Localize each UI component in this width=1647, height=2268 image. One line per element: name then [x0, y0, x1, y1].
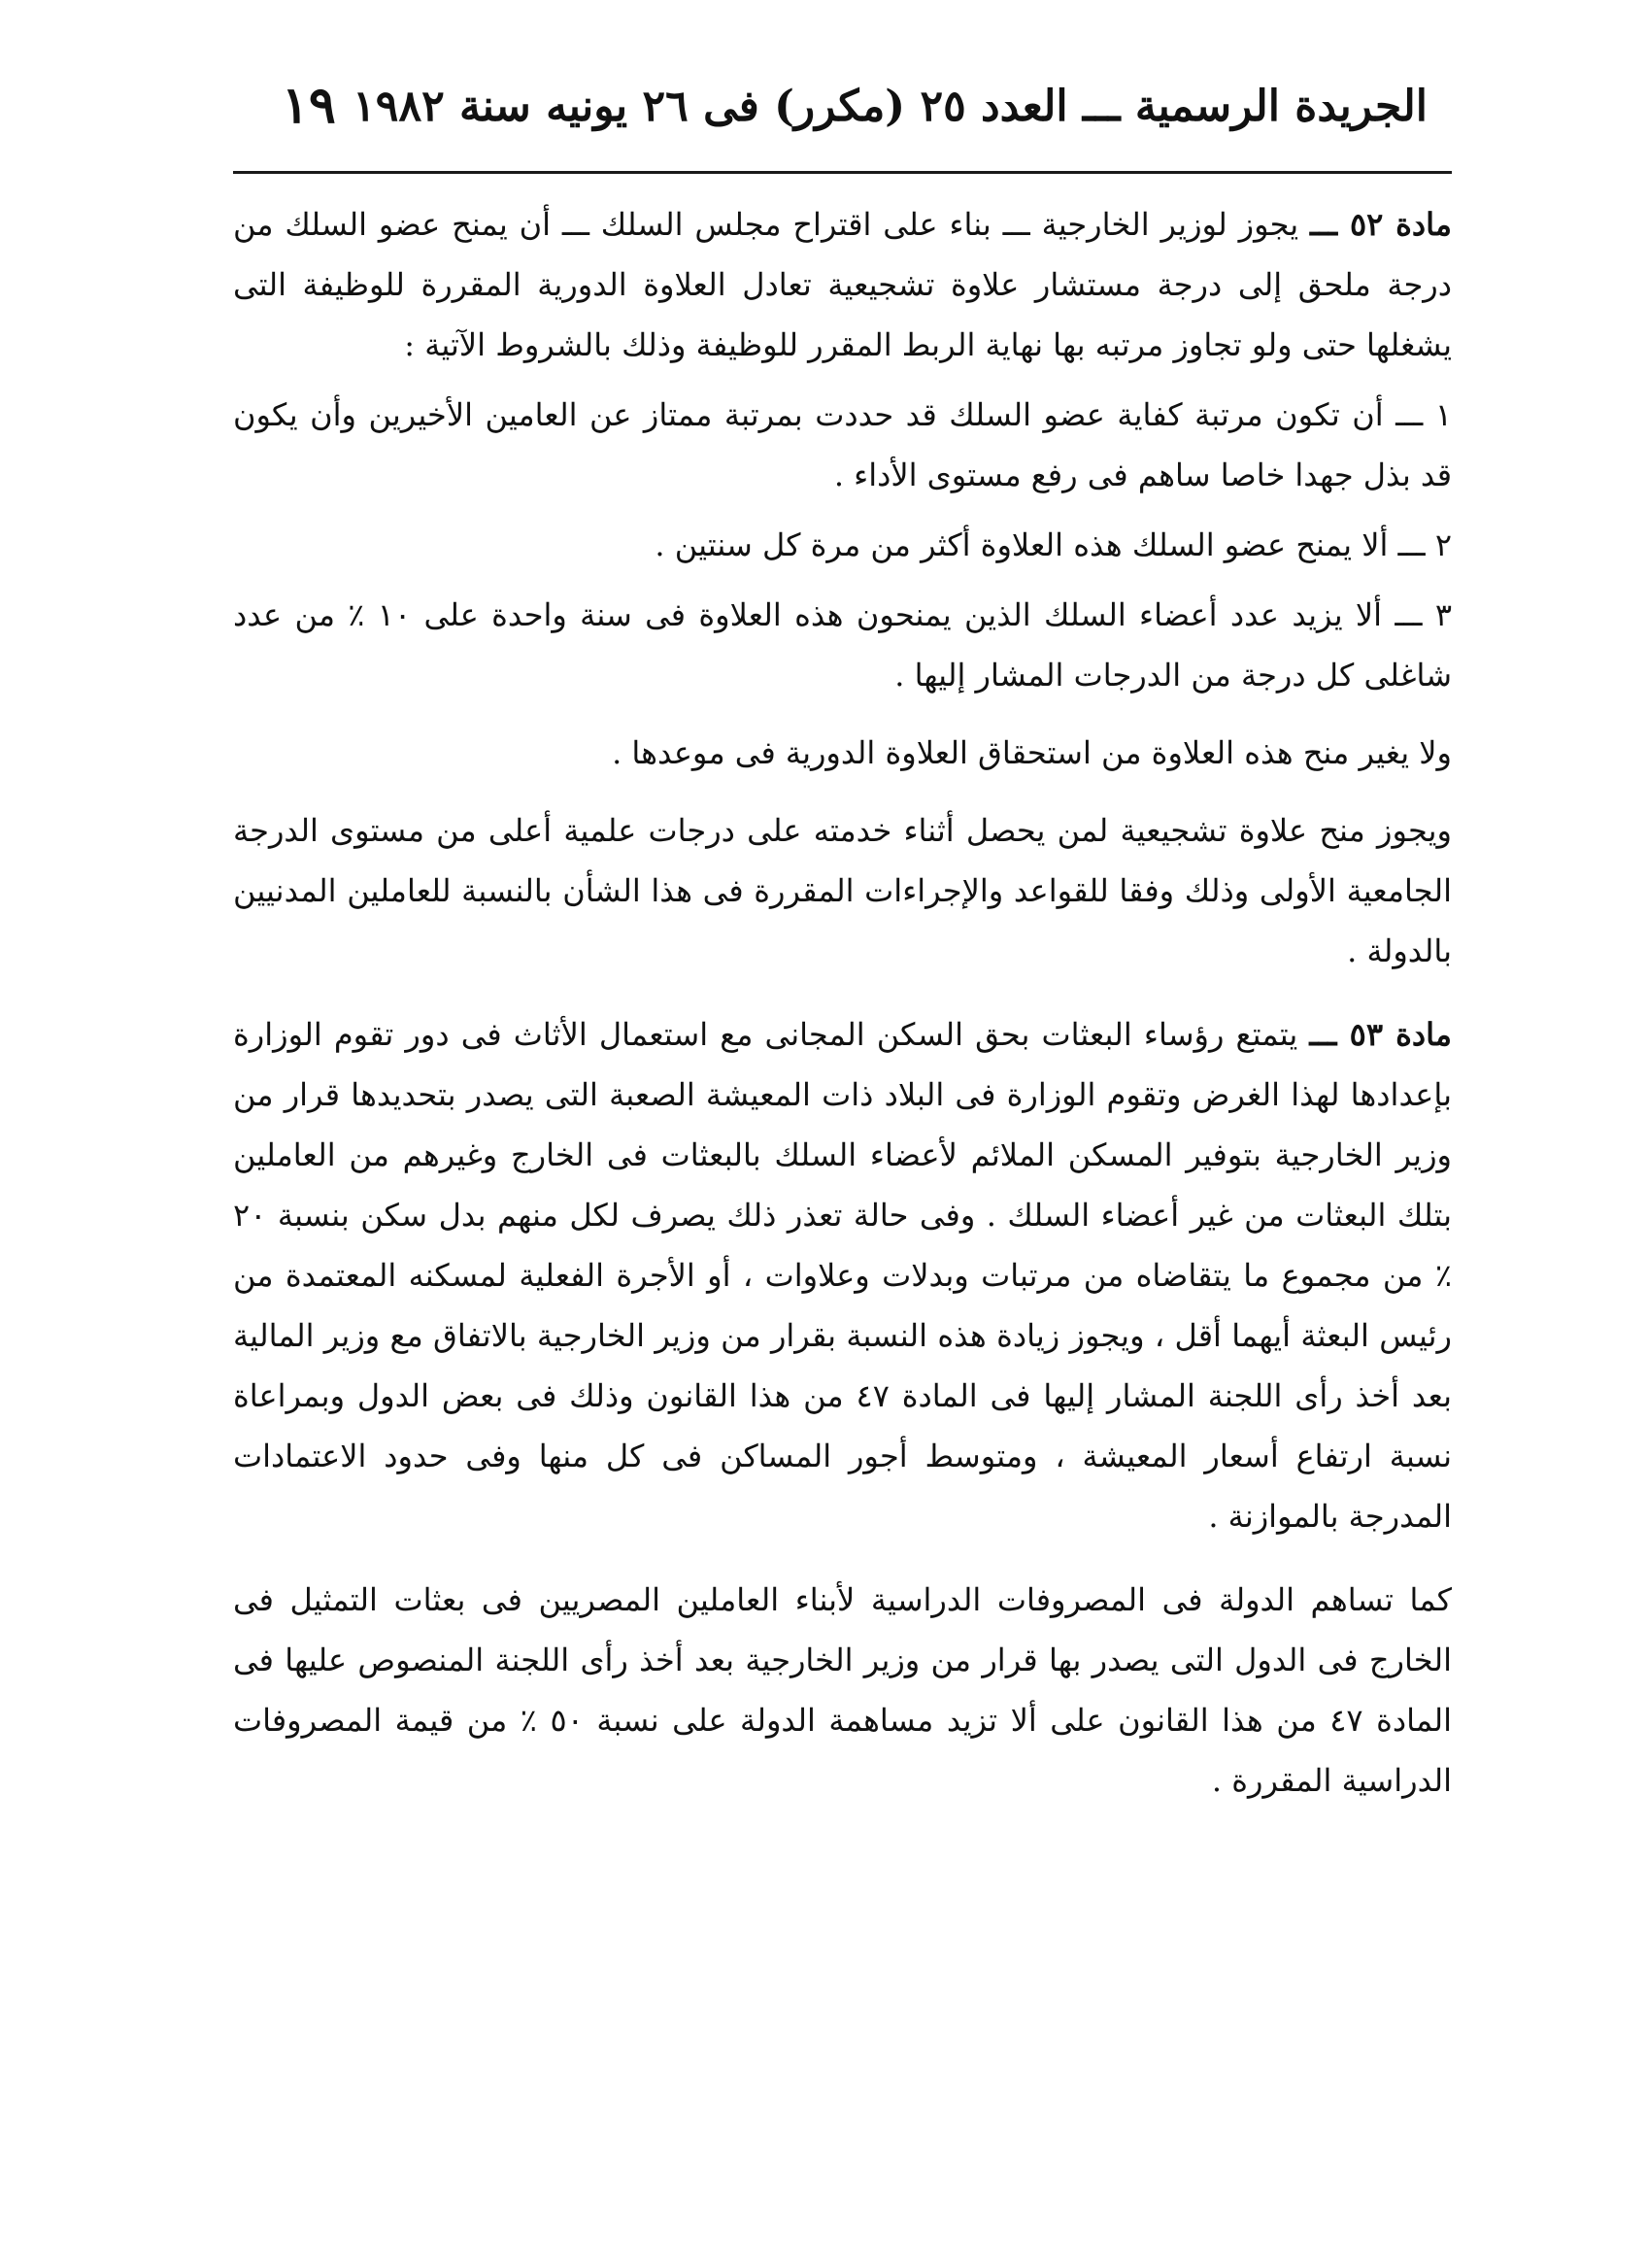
article-53-education-paragraph: كما تساهم الدولة فى المصروفات الدراسية لأبناء العاملين المصريين فى بعثات التمثيل فى الخارج فى الدول التى يصدر بها قرار من وزير الخارجية بعد أخذ رأى اللجنة المنصوص عليها فى المادة ٤٧ من هذا القانون على ألا تزيد مساهمة الدولة على نسبة ٥٠ ٪ من قيمة المصروفات الدراسية المقررة . [233, 1581, 1453, 1799]
article-52-condition-3: ٣ ـــ ألا يزيد عدد أعضاء السلك الذين يمنحون هذه العلاوة فى سنة واحدة على ١٠ ٪ من عدد شاغلى كل درجة من الدرجات المشار إليها . [233, 596, 1453, 694]
article-52-degrees-paragraph: ويجوز منح علاوة تشجيعية لمن يحصل أثناء خدمته على درجات علمية أعلى من مستوى الدرجة الجامعية الأولى وذلك وفقا للقواعد والإجراءات المقررة فى هذا الشأن بالنسبة للعاملين المدنيين بالدولة . [233, 812, 1452, 969]
page-header [233, 76, 1428, 163]
document-body [233, 194, 1452, 1811]
gazette-header-title: الجريدة الرسمية ـــ العدد ٢٥ (مكرر) فى ٢٦ يونيه سنة ١٩٨٢ [353, 82, 1428, 131]
article-52-label: مادة ٥٢ ـــ [1310, 206, 1453, 243]
article-52-condition-2: ٢ ـــ ألا يمنح عضو السلك هذه العلاوة أكثر من مرة كل سنتين . [655, 526, 1452, 563]
article-52-no-effect-paragraph: ولا يغير منح هذه العلاوة من استحقاق العلاوة الدورية فى موعدها . [612, 734, 1452, 771]
article-52-condition-1: ١ ـــ أن تكون مرتبة كفاية عضو السلك قد حددت بمرتبة ممتاز عن العامين الأخيرين وأن يكون قد بذل جهدا خاصا ساهم فى رفع مستوى الأداء . [233, 396, 1452, 493]
article-53-body-text: يتمتع رؤساء البعثات بحق السكن المجانى مع استعمال الأثاث فى دور تقوم الوزارة بإعدادها لهذا الغرض وتقوم الوزارة فى البلاد ذات المعيشة الصعبة التى يصدر بتحديدها قرار من وزير الخارجية بتوفير المسكن الملائم لأعضاء السلك بالبعثات فى الخارج وغيرهم من العاملين بتلك البعثات من غير أعضاء السلك . وفى حالة تعذر ذلك يصرف لكل منهم بدل سكن بنسبة ٢٠ ٪ من مجموع ما يتقاضاه من مرتبات وبدلات وعلاوات ، أو الأجرة الفعلية لمسكنه المعتمدة من رئيس البعثة أيهما أقل ، ويجوز زيادة هذه النسبة بقرار من وزير الخارجية بالاتفاق مع وزير المالية بعد أخذ رأى اللجنة المشار إليها فى المادة ٤٧ من هذا القانون وذلك فى بعض الدول وبمراعاة نسبة ارتفاع أسعار المعيشة ، ومتوسط أجور المساكن فى كل منها وفى حدود الاعتمادات المدرجة بالموازنة . [233, 1016, 1453, 1535]
article-52-intro [233, 194, 1452, 375]
header-divider [233, 171, 1452, 174]
article-53-body [233, 1004, 1452, 1546]
article-52-intro-text: يجوز لوزير الخارجية ـــ بناء على اقتراح مجلس السلك ـــ أن يمنح عضو السلك من درجة ملحق إلى درجة مستشار علاوة تشجيعية تعادل العلاوة الدورية المقررة للوظيفة التى يشغلها حتى ولو تجاوز مرتبه بها نهاية الربط المقرر للوظيفة وذلك بالشروط الآتية : [233, 206, 1452, 363]
page-number: ١٩ [282, 76, 336, 135]
article-53-label: مادة ٥٣ ـــ [1309, 1016, 1453, 1053]
